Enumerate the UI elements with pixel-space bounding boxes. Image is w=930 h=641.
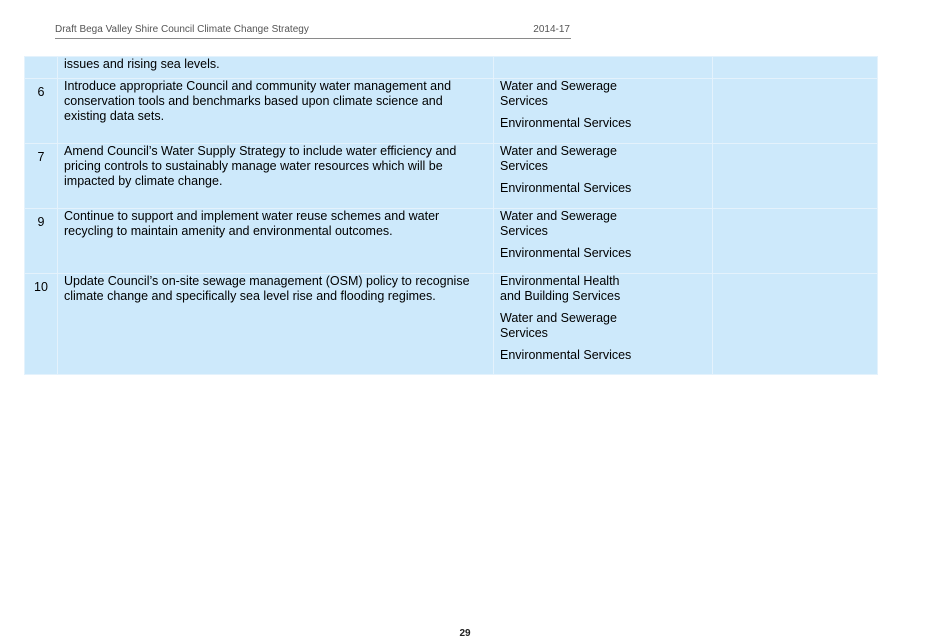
- description-cell: [58, 274, 494, 375]
- document-title: Draft Bega Valley Shire Council Climate Change Strategy: [55, 24, 309, 35]
- row-number-cell: [25, 57, 58, 79]
- row-description: Continue to support and implement water reuse schemes and water recycling to maintain amenity and environmental outcomes.: [64, 209, 440, 238]
- table-row-continued: [25, 57, 878, 79]
- responsibility-item: Water and Sewerage Services: [500, 311, 617, 340]
- table-row: [25, 144, 878, 209]
- responsibility-item: Environmental Services: [500, 181, 632, 195]
- row-number: 6: [37, 85, 45, 99]
- extra-cell: [713, 209, 878, 274]
- description-cell: [58, 57, 494, 79]
- description-cell: [58, 209, 494, 274]
- row-number: 9: [37, 215, 45, 229]
- row-number: 7: [37, 150, 45, 164]
- extra-cell: [713, 79, 878, 144]
- table-row: [25, 274, 878, 375]
- responsibility-cell: [494, 144, 713, 209]
- table-row: [25, 209, 878, 274]
- row-number-cell: [25, 79, 58, 144]
- description-cell: [58, 79, 494, 144]
- responsibility-cell: [494, 209, 713, 274]
- row-number-cell: [25, 209, 58, 274]
- responsibility-cell: [494, 57, 713, 79]
- responsibility-item: Environmental Services: [500, 348, 632, 362]
- responsibility-item: Water and Sewerage Services: [500, 79, 617, 108]
- responsibility-item: Environmental Services: [500, 246, 632, 260]
- description-cell: [58, 144, 494, 209]
- row-description: Introduce appropriate Council and community water management and conservation tools and benchmarks based upon climate science and existing data sets.: [64, 79, 452, 123]
- row-description: Amend Council’s Water Supply Strategy to include water efficiency and pricing controls to sustainably manage water resources which will be impacted by climate change.: [64, 144, 457, 188]
- row-number: 10: [34, 280, 48, 294]
- extra-cell: [713, 144, 878, 209]
- extra-cell: [713, 57, 878, 79]
- table-row: [25, 79, 878, 144]
- responsibility-item: Water and Sewerage Services: [500, 144, 617, 173]
- extra-cell: [713, 274, 878, 375]
- continued-description: issues and rising sea levels.: [64, 57, 220, 71]
- page-number: 29: [459, 628, 471, 639]
- responsibility-cell: [494, 274, 713, 375]
- row-description: Update Council’s on-site sewage management (OSM) policy to recognise climate change and specifically sea level rise and flooding regimes.: [64, 274, 470, 303]
- responsibility-item: Water and Sewerage Services: [500, 209, 617, 238]
- row-number-cell: [25, 144, 58, 209]
- responsibility-cell: [494, 79, 713, 144]
- row-number-cell: [25, 274, 58, 375]
- document-year: 2014-17: [533, 24, 570, 35]
- responsibility-item: Environmental Health and Building Services: [500, 274, 621, 303]
- actions-table: [24, 56, 878, 375]
- page-header: [55, 23, 571, 39]
- responsibility-item: Environmental Services: [500, 116, 632, 130]
